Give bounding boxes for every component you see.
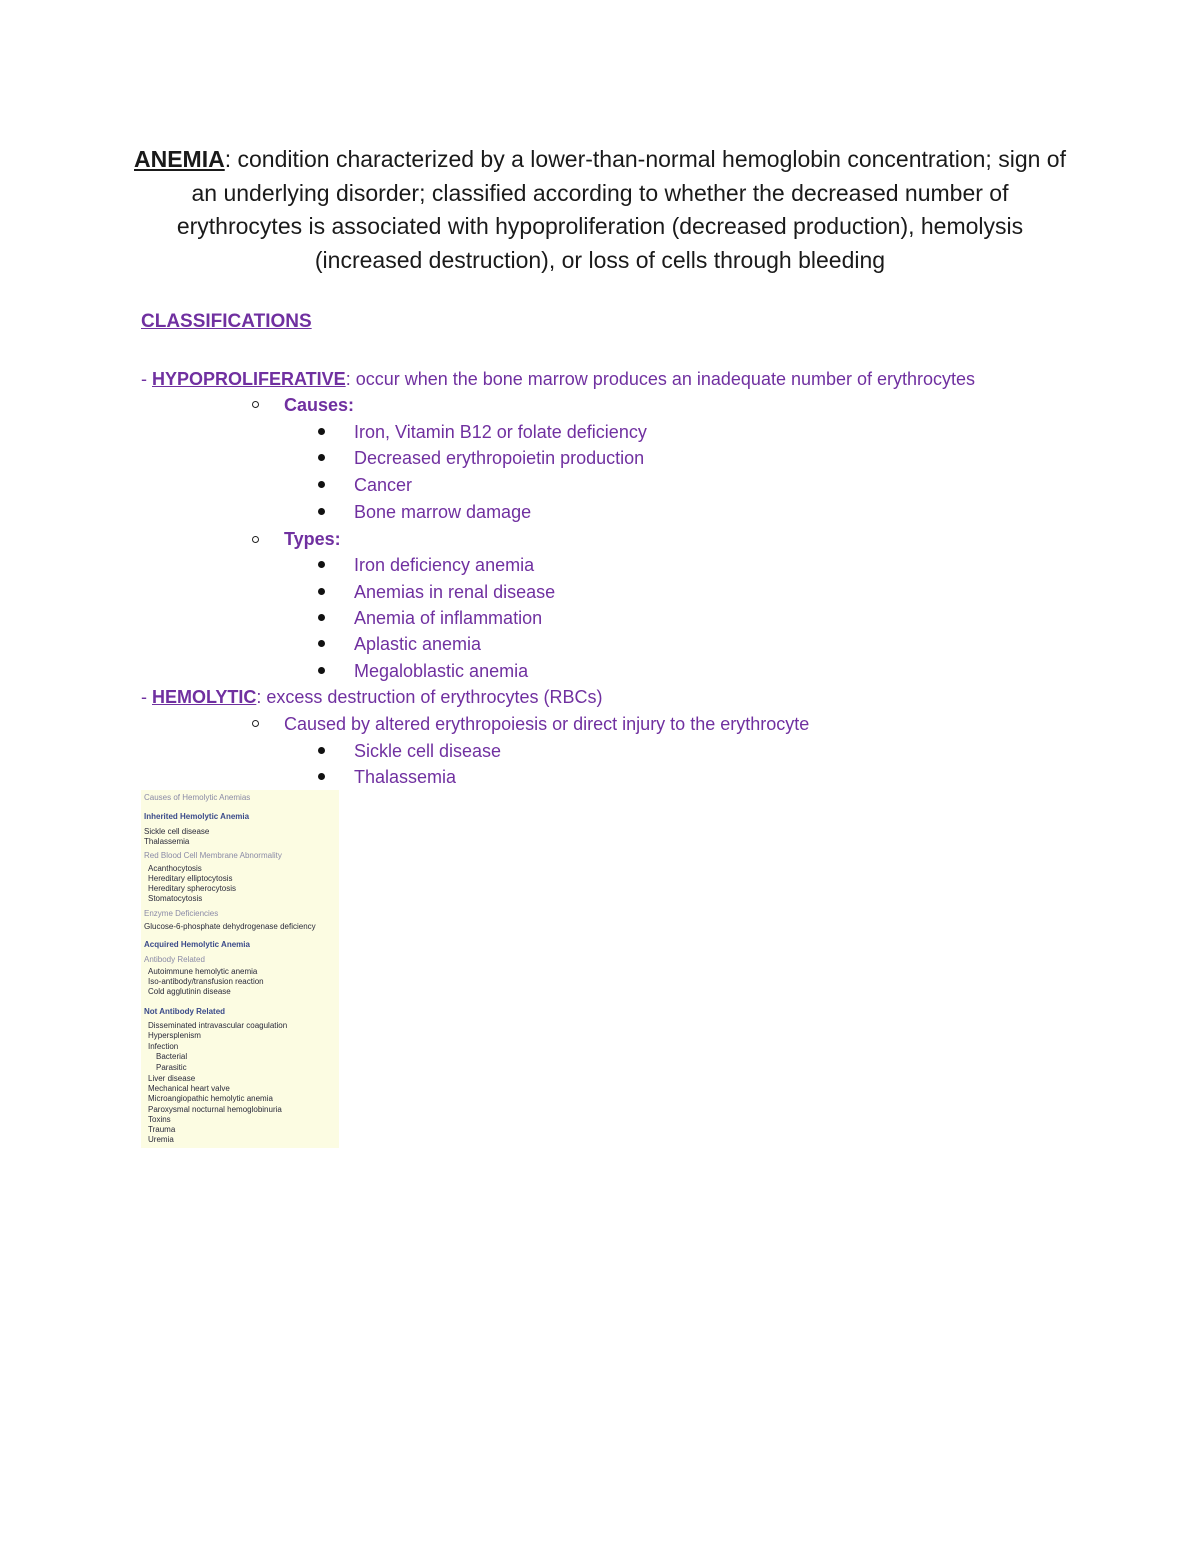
table-item: Uremia (148, 1135, 174, 1144)
type-item: Megaloblastic anemia (354, 661, 529, 681)
hemolytic-item: Sickle cell disease (354, 741, 502, 761)
cause-item: Bone marrow damage (354, 502, 532, 522)
table-item: Glucose-6-phosphate dehydrogenase deficiency (144, 922, 316, 931)
hemolytic-item: Thalassemia (354, 767, 457, 787)
table-item: Infection (148, 1042, 179, 1051)
hemolytic-causes-table-image (141, 790, 339, 1148)
table-item: Stomatocytosis (148, 894, 203, 903)
bullet-icon (318, 508, 325, 515)
hemolytic-line (141, 684, 602, 710)
circle-bullet-icon (252, 536, 259, 543)
table-item: Thalassemia (144, 837, 190, 846)
bullet-icon (318, 588, 325, 595)
table-item: Autoimmune hemolytic anemia (148, 967, 258, 976)
table-section-heading: Acquired Hemolytic Anemia (144, 940, 250, 949)
dash-marker: - (141, 369, 152, 389)
bullet-icon (318, 614, 325, 621)
hemolytic-definition: : excess destruction of erythrocytes (RBCs) (256, 687, 603, 707)
anemia-term: ANEMIA (134, 146, 225, 172)
bullet-icon (318, 640, 325, 647)
bullet-icon (318, 454, 325, 461)
hypoproliferative-line (141, 366, 975, 392)
hypoproliferative-definition: : occur when the bone marrow produces an inadequate number of erythrocytes (345, 369, 976, 389)
table-item: Acanthocytosis (148, 864, 202, 873)
table-item: Bacterial (156, 1052, 188, 1061)
type-item: Anemia of inflammation (354, 608, 543, 628)
table-item: Paroxysmal nocturnal hemoglobinuria (148, 1105, 282, 1114)
bullet-icon (318, 773, 325, 780)
table-item: Hereditary elliptocytosis (148, 874, 233, 883)
hypoproliferative-heading: HYPOPROLIFERATIVE (152, 369, 346, 389)
bullet-icon (318, 561, 325, 568)
table-item: Hereditary spherocytosis (148, 884, 237, 893)
table-item: Iso-antibody/transfusion reaction (148, 977, 264, 986)
table-item: Parasitic (156, 1063, 187, 1072)
anemia-definition-text: : condition characterized by a lower-than-normal hemoglobin concentration; sign of an underlying disorder; classified according to whether the decreased number of erythrocytes is associated with hypoproliferation (decreased production), hemolysis (increased destruction), or loss of cells through bleeding (176, 146, 1066, 273)
circle-bullet-icon (252, 720, 259, 727)
dash-marker: - (141, 687, 152, 707)
table-item: Disseminated intravascular coagulation (148, 1021, 288, 1030)
table-subheading: Red Blood Cell Membrane Abnormality (144, 851, 282, 860)
table-item: Hypersplenism (148, 1031, 201, 1040)
bullet-icon (318, 428, 325, 435)
anemia-definition (130, 143, 1070, 277)
table-item: Toxins (148, 1115, 171, 1124)
table-item: Mechanical heart valve (148, 1084, 230, 1093)
types-label: Types: (284, 529, 341, 549)
table-title: Causes of Hemolytic Anemias (144, 793, 251, 802)
causes-label: Causes: (284, 395, 355, 415)
bullet-icon (318, 747, 325, 754)
table-item: Microangiopathic hemolytic anemia (148, 1094, 273, 1103)
table-subheading: Antibody Related (144, 955, 205, 964)
circle-bullet-icon (252, 401, 259, 408)
table-section-heading: Inherited Hemolytic Anemia (144, 812, 250, 821)
hemolytic-heading: HEMOLYTIC (152, 687, 257, 707)
cause-item: Decreased erythropoietin production (354, 448, 645, 468)
type-item: Iron deficiency anemia (354, 555, 535, 575)
cause-item: Cancer (354, 475, 413, 495)
table-item: Liver disease (148, 1074, 196, 1083)
table-item: Cold agglutinin disease (148, 987, 231, 996)
cause-item: Iron, Vitamin B12 or folate deficiency (354, 422, 647, 442)
bullet-icon (318, 667, 325, 674)
table-section-heading: Not Antibody Related (144, 1007, 226, 1016)
type-item: Anemias in renal disease (354, 582, 556, 602)
type-item: Aplastic anemia (354, 634, 482, 654)
hemolytic-cause-line: Caused by altered erythropoiesis or direct injury to the erythrocyte (284, 714, 810, 734)
table-subheading: Enzyme Deficiencies (144, 909, 219, 918)
table-item: Sickle cell disease (144, 827, 210, 836)
table-item: Trauma (148, 1125, 176, 1134)
bullet-icon (318, 481, 325, 488)
classifications-heading: CLASSIFICATIONS (141, 311, 312, 332)
